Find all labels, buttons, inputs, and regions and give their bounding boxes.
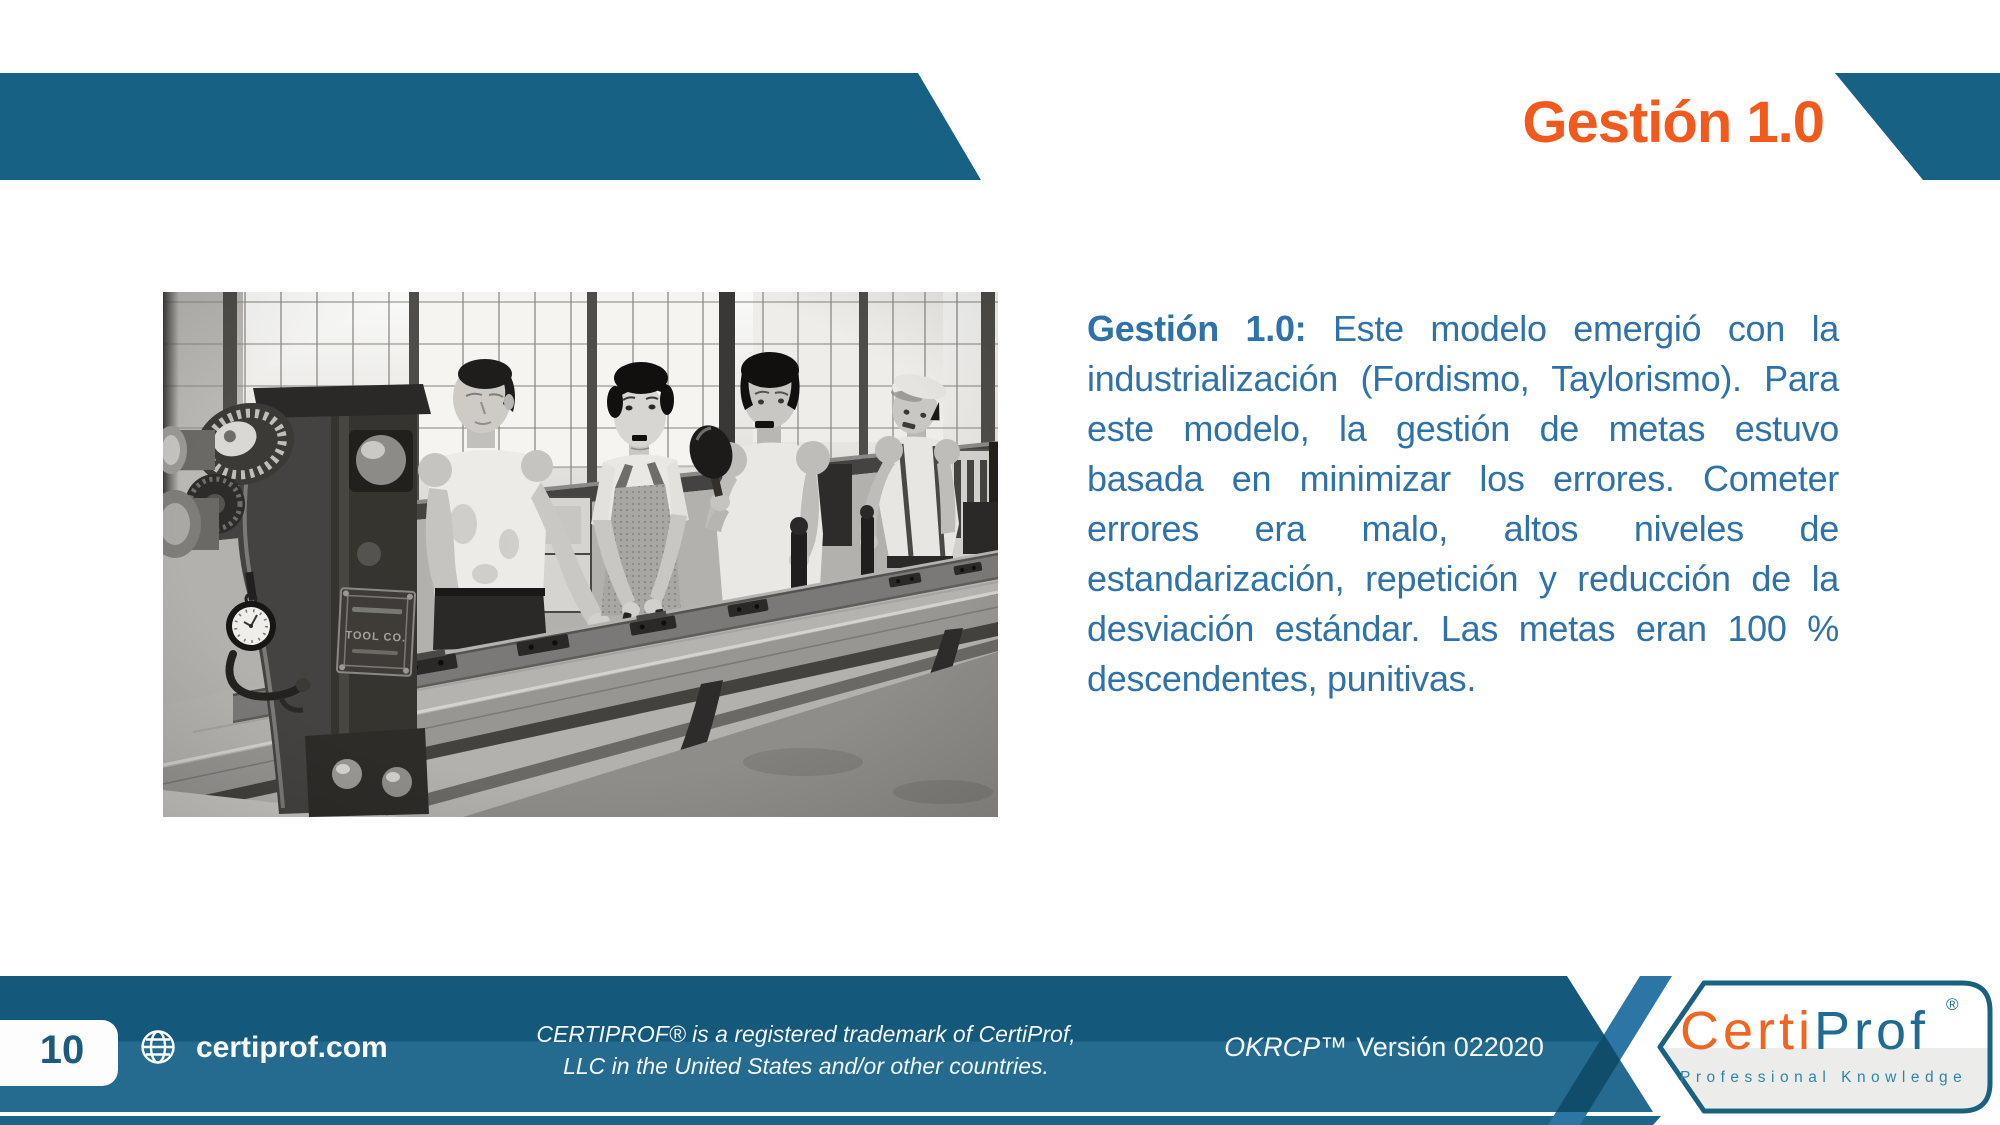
body-copy: Este modelo emergió con la industrialización (Fordismo, Taylorismo). Para este modelo, la gestión de metas estuvo basada en minimizar los errores. Cometer errores era malo, altos niveles de estandarización, repetición y reducción de la desviación estándar. Las metas eran 100 % descendentes, punitivas. [1087, 308, 1840, 699]
website-link[interactable]: certiprof.com [196, 1031, 388, 1064]
logo-certi: Certi [1680, 1001, 1815, 1061]
header-band-right [1835, 73, 2000, 180]
header-band-left [0, 73, 981, 180]
version-label [1224, 1032, 1544, 1062]
version-number: Versión 022020 [1356, 1032, 1544, 1062]
footer [0, 950, 2000, 1125]
page-number: 10 [39, 1028, 85, 1072]
logo-registered-mark: ® [1946, 995, 1959, 1014]
body-lead: Gestión 1.0: [1087, 308, 1307, 349]
certiprof-logo [1650, 983, 1995, 1111]
footer-bottom-strip [0, 1116, 1661, 1125]
logo-prof: Prof [1814, 1001, 1930, 1061]
photo-illustration [163, 292, 998, 817]
trademark-line1: CERTIPROF® is a registered trademark of CertiProf, [536, 1021, 1076, 1047]
body-paragraph [1087, 304, 1839, 704]
photo-modern-times [163, 292, 998, 817]
page-title: Gestión 1.0 [1522, 90, 1824, 155]
trademark-line2: LLC in the United States and/or other countries. [563, 1053, 1049, 1079]
logo-wordmark [1680, 1001, 1929, 1061]
version-product: OKRCP™ [1224, 1032, 1348, 1062]
logo-tagline: Professional Knowledge [1680, 1069, 1968, 1086]
